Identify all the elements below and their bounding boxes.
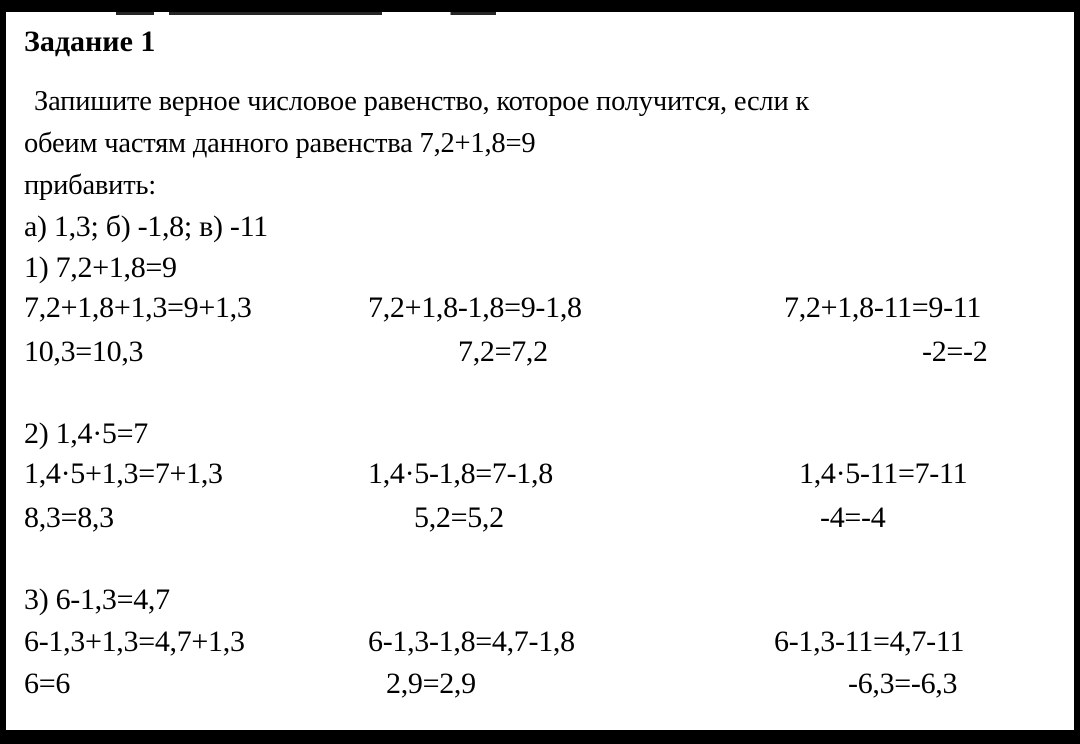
- solution-1-c-result: -2=-2: [922, 335, 988, 368]
- solution-3-heading: 3) 6-1,3=4,7: [24, 583, 170, 616]
- instruction-line-1: Запишите верное числовое равенство, которое получится, если к: [34, 86, 810, 117]
- solution-2-c-result: -4=-4: [820, 501, 886, 534]
- instruction-line-2: обеим частям данного равенства 7,2+1,8=9: [24, 128, 536, 159]
- solution-1-c-step: 7,2+1,8-11=9-11: [784, 291, 982, 324]
- solution-2-a-step: 1,4·5+1,3=7+1,3: [24, 457, 223, 490]
- solution-3-b-result: 2,9=2,9: [386, 667, 476, 700]
- solution-1-a-result: 10,3=10,3: [24, 335, 144, 368]
- solution-1-b-step: 7,2+1,8-1,8=9-1,8: [368, 291, 582, 324]
- cropped-text-remnant: [116, 12, 496, 15]
- solution-3-a-result: 6=6: [24, 667, 71, 700]
- solution-2-heading: 2) 1,4·5=7: [24, 417, 148, 450]
- solution-2-c-step: 1,4·5-11=7-11: [799, 457, 968, 490]
- bottom-border: [0, 730, 1080, 744]
- solution-1-a-step: 7,2+1,8+1,3=9+1,3: [24, 291, 252, 324]
- solution-1-heading: 1) 7,2+1,8=9: [24, 251, 177, 284]
- solution-3-b-step: 6-1,3-1,8=4,7-1,8: [368, 625, 575, 658]
- task-title: Задание 1: [24, 25, 156, 58]
- solution-3-c-result: -6,3=-6,3: [848, 667, 958, 700]
- document-page: [6, 12, 1074, 730]
- solution-2-b-result: 5,2=5,2: [414, 501, 504, 534]
- top-border: [0, 0, 1080, 12]
- solution-3-c-step: 6-1,3-11=4,7-11: [774, 625, 965, 658]
- solution-2-a-result: 8,3=8,3: [24, 501, 114, 534]
- answer-options: а) 1,3; б) -1,8; в) -11: [24, 210, 268, 243]
- instruction-line-3: прибавить:: [24, 170, 156, 201]
- solution-3-a-step: 6-1,3+1,3=4,7+1,3: [24, 625, 245, 658]
- solution-1-b-result: 7,2=7,2: [458, 335, 548, 368]
- solution-2-b-step: 1,4·5-1,8=7-1,8: [368, 457, 553, 490]
